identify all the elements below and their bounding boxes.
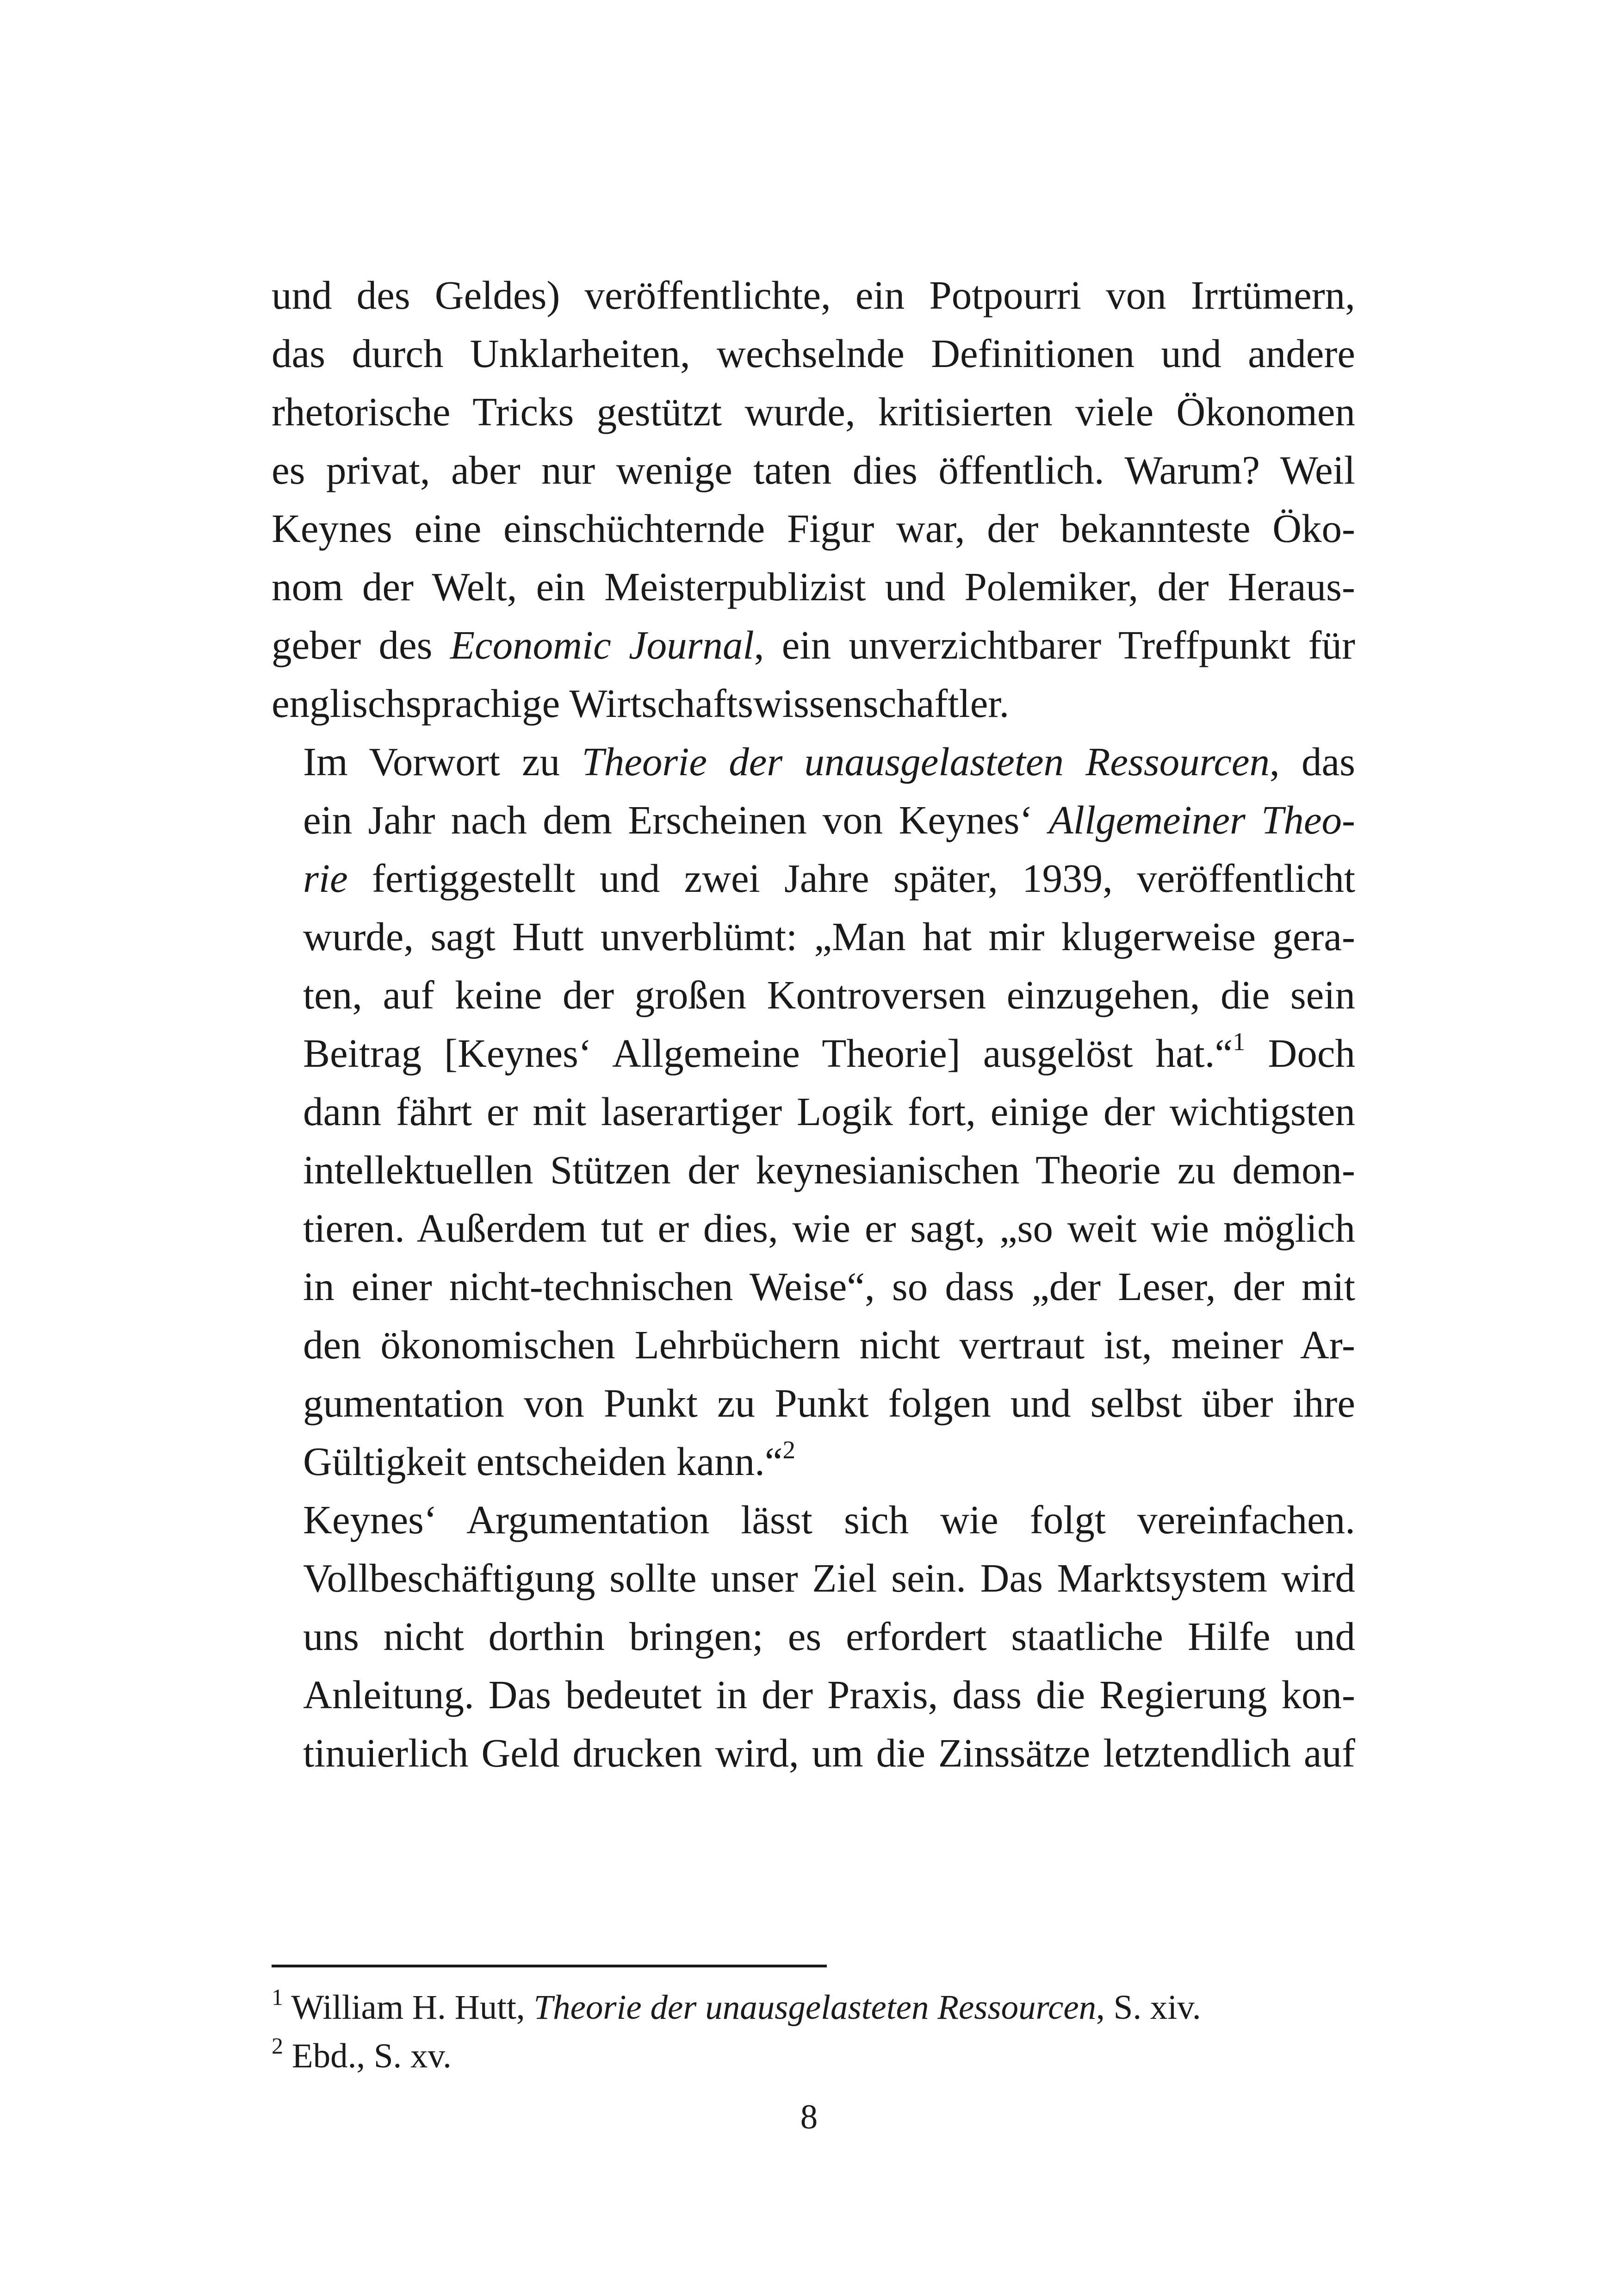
text-run: und des Geldes) veröffentlichte, ein Potpourri von Irrtümern,: [272, 273, 1355, 317]
text-run: Im Vorwort zu: [303, 739, 582, 784]
text-line: [272, 1316, 1355, 1374]
paragraph: [272, 266, 1355, 733]
text-line: [272, 558, 1355, 616]
page-number: 8: [800, 2098, 818, 2136]
text-run: englischsprachige Wirtschaftswissenschaftler.: [272, 681, 1010, 726]
italic-title: Theorie der unausgelasteten Ressourcen: [582, 739, 1270, 784]
text-run: es privat, aber nur wenige taten dies öffentlich. Warum? Weil: [272, 448, 1355, 492]
text-line: [272, 441, 1355, 499]
text-run: ten, auf keine der großen Kontroversen einzugehen, die sein: [303, 972, 1355, 1017]
text-line: [272, 908, 1355, 966]
text-run: den ökonomischen Lehrbüchern nicht vertraut ist, meiner Ar-: [303, 1322, 1355, 1367]
text-run: in einer nicht-technischen Weise“, so dass „der Leser, der mit: [303, 1264, 1355, 1309]
text-run: , ein unverzichtbarer Treffpunkt für: [754, 622, 1355, 667]
paragraph: [272, 733, 1355, 1491]
text-line: [272, 266, 1355, 324]
text-line: [272, 1257, 1355, 1316]
text-run: rhetorische Tricks gestützt wurde, kritisierten viele Ökonomen: [272, 389, 1355, 434]
text-line: [272, 966, 1355, 1024]
footnote-reference: 2: [782, 1436, 795, 1464]
text-run: William H. Hutt,: [283, 1988, 534, 2027]
paragraph: [272, 1491, 1355, 1782]
text-run: gumentation von Punkt zu Punkt folgen und selbst über ihre: [303, 1381, 1355, 1425]
footnote-reference: 1: [1233, 1027, 1246, 1056]
text-line: [272, 733, 1355, 791]
italic-title: Theorie der unausgelasteten Ressourcen: [533, 1988, 1097, 2027]
text-run: Keynes eine einschüchternde Figur war, der bekannteste Öko-: [272, 506, 1355, 551]
text-run: Doch: [1245, 1031, 1356, 1076]
text-run: Anleitung. Das bedeutet in der Praxis, dass die Regierung kon-: [303, 1672, 1355, 1717]
text-run: uns nicht dorthin bringen; es erfordert staatliche Hilfe und: [303, 1614, 1355, 1659]
text-run: ein Jahr nach dem Erscheinen von Keynes‘: [303, 797, 1049, 842]
italic-title: rie: [303, 856, 348, 901]
footnote-separator: [272, 1965, 827, 1967]
text-line: [272, 1607, 1355, 1666]
text-run: Ebd., S. xv.: [283, 2037, 452, 2075]
text-run: wurde, sagt Hutt unverblümt: „Man hat mir klugerweise gera-: [303, 914, 1355, 959]
text-line: [272, 383, 1355, 441]
footnotes: [272, 1983, 1355, 2080]
body-text: [272, 266, 1355, 1782]
footnote-mark: 1: [272, 1984, 283, 2010]
text-run: das durch Unklarheiten, wechselnde Definitionen und andere: [272, 331, 1355, 376]
italic-title: Allgemeiner Theo-: [1048, 797, 1355, 842]
text-run: tieren. Außerdem tut er dies, wie er sagt, „so weit wie möglich: [303, 1206, 1355, 1251]
text-line: [272, 324, 1355, 383]
text-run: fertiggestellt und zwei Jahre später, 1939, veröffentlicht: [347, 856, 1355, 901]
text-run: tinuierlich Geld drucken wird, um die Zinssätze letztendlich auf: [303, 1730, 1355, 1775]
text-line: [272, 674, 1355, 733]
text-line: [272, 1491, 1355, 1549]
footnote: [272, 2032, 1355, 2080]
text-run: intellektuellen Stützen der keynesianischen Theorie zu demon-: [303, 1147, 1355, 1192]
text-run: , das: [1270, 739, 1355, 784]
text-line: [272, 1083, 1355, 1141]
text-line: [272, 1141, 1355, 1199]
text-run: Keynes‘ Argumentation lässt sich wie folgt vereinfachen.: [303, 1497, 1355, 1542]
text-run: Vollbeschäftigung sollte unser Ziel sein. Das Marktsystem wird: [303, 1556, 1355, 1600]
text-line: [272, 791, 1355, 849]
text-run: geber des: [272, 622, 450, 667]
text-run: dann fährt er mit laserartiger Logik fort, einige der wichtigsten: [303, 1089, 1355, 1134]
italic-title: Economic Journal: [450, 622, 754, 667]
text-line: [272, 1432, 1355, 1491]
text-line: [272, 1374, 1355, 1432]
footnote-mark: 2: [272, 2033, 283, 2059]
text-line: [272, 499, 1355, 558]
text-line: [272, 1724, 1355, 1782]
footnote: [272, 1983, 1355, 2032]
text-line: [272, 1549, 1355, 1607]
text-run: , S. xiv.: [1096, 1988, 1201, 2027]
text-line: [272, 1024, 1355, 1083]
text-run: Gültigkeit entscheiden kann.“: [303, 1439, 783, 1484]
text-line: [272, 1199, 1355, 1257]
text-line: [272, 616, 1355, 674]
text-line: [272, 1666, 1355, 1724]
text-run: Beitrag [Keynes‘ Allgemeine Theorie] ausgelöst hat.“: [303, 1031, 1233, 1076]
text-line: [272, 849, 1355, 908]
text-run: nom der Welt, ein Meisterpublizist und Polemiker, der Heraus-: [272, 564, 1355, 609]
